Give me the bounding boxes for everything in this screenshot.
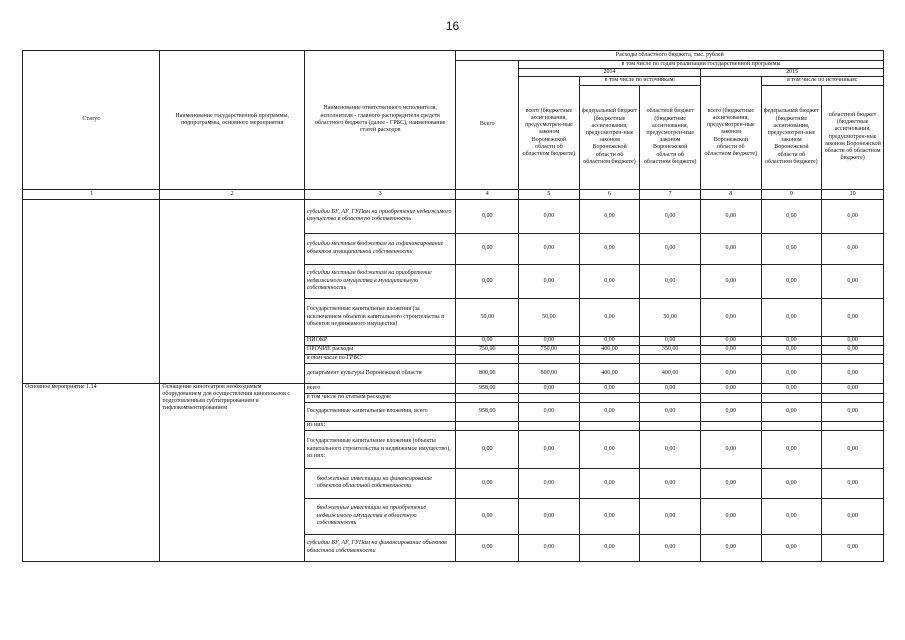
col-number: 4 <box>456 189 519 199</box>
value-cell: 0,00 <box>519 498 580 534</box>
header-program-name: Наименование государственной программы, подпрограммы, основного мероприятия <box>160 51 304 190</box>
value-cell: 0,00 <box>761 345 822 354</box>
header-2015-federal: федеральный бюджет (бюджетные ассигнования, предусмотрен-ные законом Воронежской области об областном бюджете) <box>761 85 822 189</box>
value-cell: 0,00 <box>579 468 640 498</box>
value-cell: 800,00 <box>456 363 519 383</box>
value-cell: 0,00 <box>640 264 701 298</box>
row-label: бюджетные инвестиции на приобретение недвижимого имущества в областную собственность <box>304 498 456 534</box>
value-cell: 958,00 <box>456 402 519 421</box>
value-cell: 0,00 <box>519 534 580 561</box>
header-2015-by-sources: в том числе по источникам: <box>761 77 883 85</box>
value-cell: 0,00 <box>519 383 580 393</box>
value-cell: 0,00 <box>761 298 822 336</box>
value-cell: 0,00 <box>519 199 580 233</box>
value-cell: 50,00 <box>640 298 701 336</box>
value-cell: 0,00 <box>579 298 640 336</box>
value-cell: 0,00 <box>761 468 822 498</box>
value-cell: 0,00 <box>519 468 580 498</box>
value-cell: 0,00 <box>700 468 761 498</box>
row-label: всего <box>304 383 456 393</box>
value-cell: 350,00 <box>640 345 701 354</box>
value-cell: 0,00 <box>456 430 519 468</box>
value-cell: 0,00 <box>700 199 761 233</box>
budget-table <box>22 50 884 562</box>
column-numbers-row <box>23 189 884 199</box>
value-cell: 0,00 <box>640 430 701 468</box>
col-number: 10 <box>822 189 884 199</box>
status-cell-empty <box>23 199 160 383</box>
value-cell: 0,00 <box>579 199 640 233</box>
value-cell: 750,00 <box>456 345 519 354</box>
row-label: НИОКР <box>304 336 456 345</box>
value-cell: 50,00 <box>456 298 519 336</box>
value-cell: 958,00 <box>456 383 519 393</box>
value-cell: 0,00 <box>700 336 761 345</box>
value-cell: 0,00 <box>579 534 640 561</box>
value-cell: 0,00 <box>700 534 761 561</box>
table-row <box>23 383 884 393</box>
value-cell: 0,00 <box>761 336 822 345</box>
value-cell: 400,00 <box>579 363 640 383</box>
value-cell: 0,00 <box>822 498 884 534</box>
measure-name-cell: Оснащение кинотеатров необходимым оборудованием для осуществления кинопоказов с подготовленным субтитрированием и тифлокомментированием <box>160 383 304 561</box>
col-number: 9 <box>761 189 822 199</box>
row-label: бюджетные инвестиции на финансирование объектов областной собственности <box>304 468 456 498</box>
value-cell: 0,00 <box>519 430 580 468</box>
row-label: в том числе по ГРБС: <box>304 354 456 363</box>
row-label: Государственные капитальные вложения (объекты капитального строительства и недвижимое имущество), из них: <box>304 430 456 468</box>
status-cell: Основное мероприятие 1.14 <box>23 383 160 561</box>
value-cell: 0,00 <box>822 534 884 561</box>
value-cell: 400,00 <box>640 363 701 383</box>
value-cell: 0,00 <box>822 336 884 345</box>
header-2014-regional: областной бюджет (бюджетные ассигнования, предусмотрен-ные законом Воронежской области об областном бюджете) <box>640 85 701 189</box>
row-label: департамент культуры Воронежской области <box>304 363 456 383</box>
row-label: из них: <box>304 421 456 430</box>
col-number: 6 <box>579 189 640 199</box>
header-2015-total-alloc: всего (бюджетные ассигнования, предусмотрен-ные законом Воронежской области об областном бюджете) <box>700 77 761 189</box>
value-cell: 0,00 <box>519 264 580 298</box>
value-cell: 0,00 <box>822 363 884 383</box>
value-cell: 0,00 <box>640 383 701 393</box>
value-cell: 0,00 <box>640 199 701 233</box>
row-label: ПРОЧИЕ расходы <box>304 345 456 354</box>
header-year-2015: 2015 <box>700 69 883 77</box>
col-number: 3 <box>304 189 456 199</box>
row-label: субсидии БУ, АУ, ГУПам на приобретение недвижимого имущества в областную собственность <box>304 199 456 233</box>
value-cell: 0,00 <box>519 336 580 345</box>
value-cell: 0,00 <box>640 468 701 498</box>
value-cell: 0,00 <box>700 298 761 336</box>
header-expenses: Расходы областного бюджета, тыс. рублей <box>456 51 884 61</box>
value-cell: 0,00 <box>700 383 761 393</box>
table-row <box>23 199 884 233</box>
col-number: 1 <box>23 189 160 199</box>
value-cell: 0,00 <box>700 363 761 383</box>
value-cell: 0,00 <box>579 402 640 421</box>
row-label: Государственные капитальные вложения (за исключением объектов капитального строительства и объектов недвижимого имущества) <box>304 298 456 336</box>
value-cell: 0,00 <box>822 199 884 233</box>
value-cell: 0,00 <box>700 430 761 468</box>
value-cell: 0,00 <box>579 383 640 393</box>
value-cell: 0,00 <box>822 345 884 354</box>
value-cell: 0,00 <box>640 498 701 534</box>
value-cell: 0,00 <box>822 298 884 336</box>
value-cell: 0,00 <box>456 199 519 233</box>
row-label: субсидии БУ, АУ, ГУПам на финансирование объектов областной собственности <box>304 534 456 561</box>
value-cell: 0,00 <box>456 233 519 264</box>
value-cell: 0,00 <box>761 264 822 298</box>
col-number: 2 <box>160 189 304 199</box>
header-by-years: в том числе по годам реализации государственной программы <box>519 61 884 69</box>
value-cell: 0,00 <box>456 468 519 498</box>
header-2014-by-sources: в том числе по источникам: <box>579 77 700 85</box>
name-cell-empty <box>160 199 304 383</box>
value-cell: 0,00 <box>700 498 761 534</box>
value-cell: 0,00 <box>822 383 884 393</box>
value-cell: 0,00 <box>579 336 640 345</box>
page-number: 16 <box>445 19 460 33</box>
row-label: субсидии местным бюджетам на приобретение недвижимого имущества в муниципальную собственность <box>304 264 456 298</box>
value-cell: 50,00 <box>519 298 580 336</box>
value-cell: 0,00 <box>761 430 822 468</box>
header-2014-federal: федеральный бюджет (бюджетные ассигнования, предусмотрен-ные законом Воронежской области об областном бюджете) <box>579 85 640 189</box>
value-cell: 0,00 <box>579 498 640 534</box>
value-cell: 0,00 <box>700 264 761 298</box>
value-cell: 0,00 <box>519 233 580 264</box>
col-number: 7 <box>640 189 701 199</box>
value-cell: 0,00 <box>456 336 519 345</box>
row-label: в том числе по статьям расходов: <box>304 393 456 402</box>
value-cell: 0,00 <box>761 402 822 421</box>
header-status: Статус <box>23 51 160 190</box>
row-label: субсидии местным бюджетам на софинансирование объектов муниципальной собственности <box>304 233 456 264</box>
value-cell: 0,00 <box>456 264 519 298</box>
header-2015-regional: областной бюджет (бюджетные ассигнования, предусмотрен-ные законом Воронежской области об областном бюджете) <box>822 85 884 189</box>
value-cell: 0,00 <box>822 430 884 468</box>
value-cell: 0,00 <box>579 264 640 298</box>
value-cell: 0,00 <box>456 498 519 534</box>
value-cell: 0,00 <box>640 402 701 421</box>
value-cell: 0,00 <box>822 402 884 421</box>
value-cell: 0,00 <box>761 199 822 233</box>
value-cell: 0,00 <box>640 233 701 264</box>
header-2014-total-alloc: всего (бюджетные ассигнования, предусмотрен-ные законом Воронежской области об областном бюджете) <box>519 77 580 189</box>
value-cell: 0,00 <box>456 534 519 561</box>
value-cell: 0,00 <box>761 383 822 393</box>
value-cell: 400,00 <box>579 345 640 354</box>
value-cell: 0,00 <box>579 430 640 468</box>
value-cell: 0,00 <box>822 233 884 264</box>
col-number: 8 <box>700 189 761 199</box>
col-number: 5 <box>519 189 580 199</box>
value-cell: 800,00 <box>519 363 580 383</box>
row-label: Государственные капитальные вложения, всего <box>304 402 456 421</box>
header-total: Всего <box>456 61 519 190</box>
value-cell: 0,00 <box>579 233 640 264</box>
value-cell: 0,00 <box>700 345 761 354</box>
header-year-2014: 2014 <box>519 69 701 77</box>
value-cell: 750,00 <box>519 345 580 354</box>
value-cell: 0,00 <box>822 264 884 298</box>
value-cell: 0,00 <box>761 233 822 264</box>
value-cell: 0,00 <box>822 468 884 498</box>
value-cell: 0,00 <box>700 233 761 264</box>
value-cell: 0,00 <box>761 498 822 534</box>
header-executor: Наименование ответственного исполнителя, исполнителя - главного распорядителя средств областного бюджета (далее - ГРБС), наименование статей расходов <box>304 51 456 190</box>
value-cell: 0,00 <box>761 363 822 383</box>
value-cell: 0,00 <box>519 402 580 421</box>
value-cell: 0,00 <box>761 534 822 561</box>
value-cell: 0,00 <box>700 402 761 421</box>
value-cell: 0,00 <box>640 336 701 345</box>
value-cell: 0,00 <box>640 534 701 561</box>
